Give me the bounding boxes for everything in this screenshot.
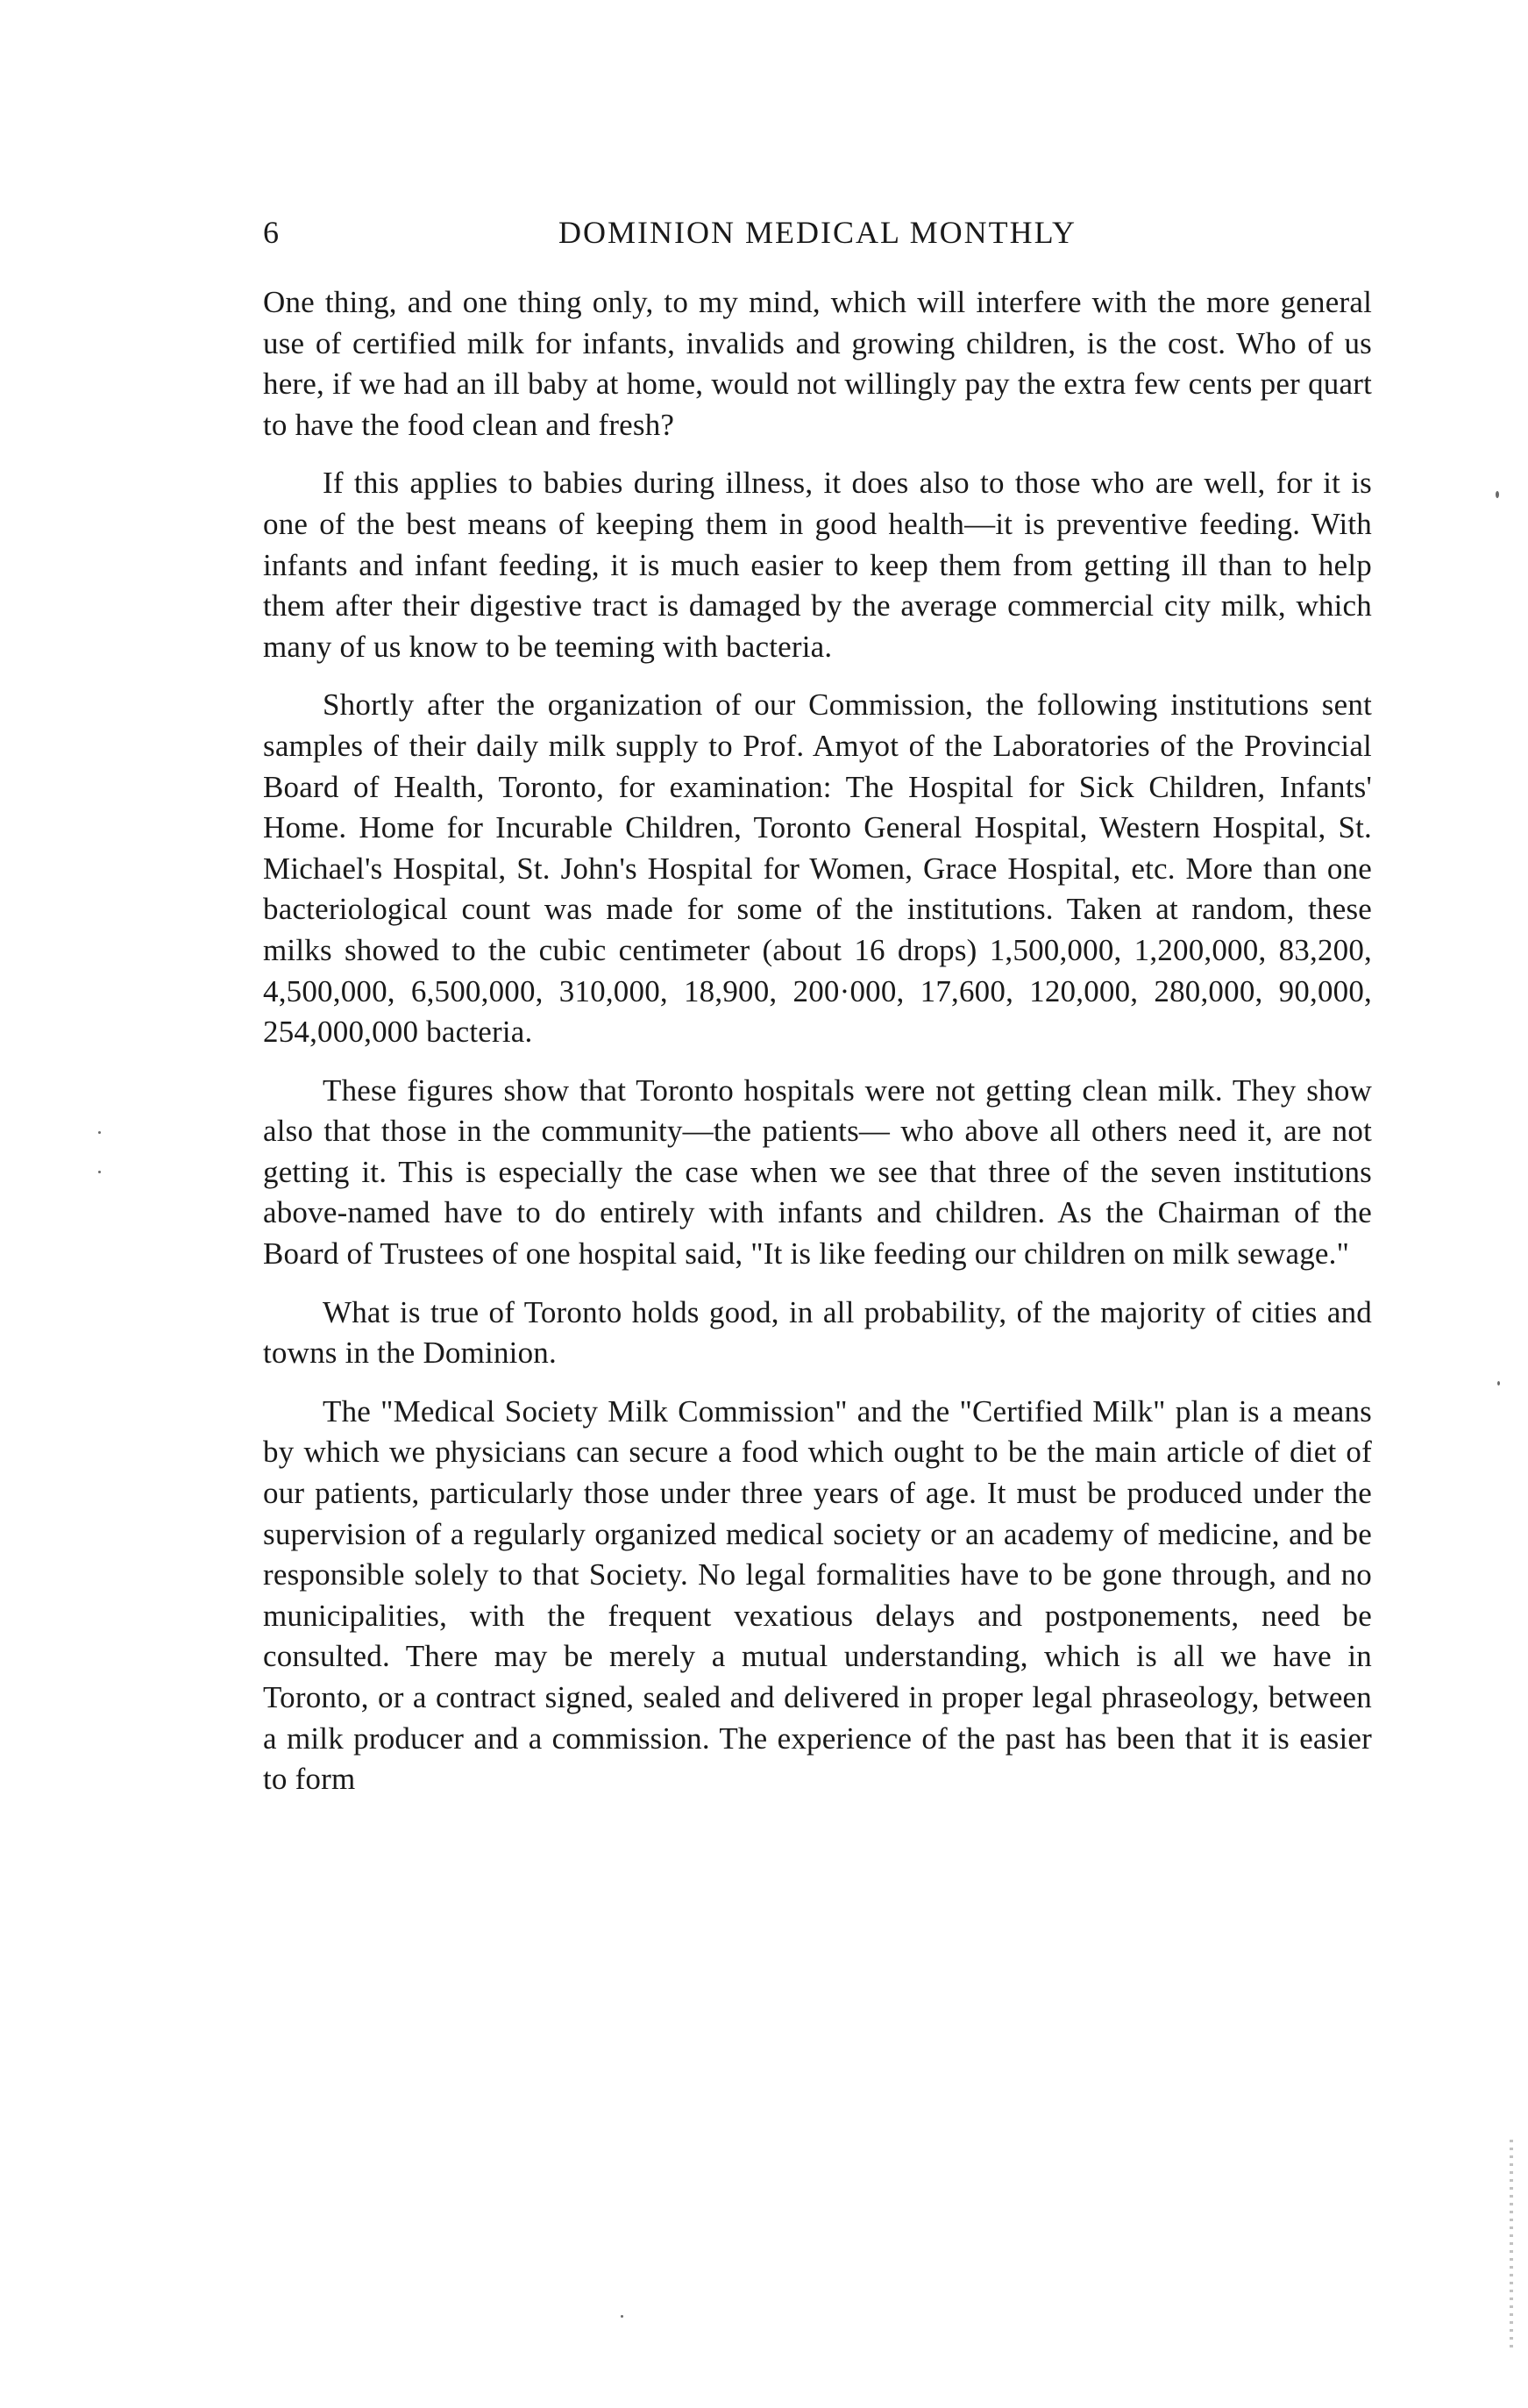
scan-speck (1496, 491, 1499, 498)
scan-edge-noise (1510, 2140, 1513, 2350)
paragraph-preventive-feeding: If this applies to babies during illness, it does also to those who are well, for it is one of the best means of keeping them in good health—it is preventive feeding. With infants and infant feeding, it is much easier to keep them from getting ill than to help them after their digestive tract is damaged by the average commercial city milk, which many of us know to be teeming with bacteria. (263, 466, 1372, 664)
journal-title: DOMINION MEDICAL MONTHLY (558, 215, 1077, 250)
scan-speck (621, 2315, 623, 2318)
page-number: 6 (263, 215, 279, 250)
article-body (263, 282, 1372, 1818)
scan-speck (1497, 1381, 1500, 1386)
scan-speck (98, 1171, 101, 1173)
running-head (263, 210, 1372, 254)
paragraph-commission-plan: The "Medical Society Milk Commission" and the "Certified Milk" plan is a means by which we physicians can secure a food which ought to be the main article of diet of our patients, particularly those under three years of age. It must be produced under the supervision of a regularly organized medical society or an academy of medicine, and be responsible solely to that Society. No legal formalities have to be gone through, and no municipalities, with the frequent vexatious delays and postponements, need be consulted. There may be merely a mutual understanding, which is all we have in Toronto, or a contract signed, sealed and delivered in proper legal phraseology, between a milk producer and a commission. The experience of the past has been that it is easier to form (263, 1393, 1372, 1797)
paragraph-cost: One thing, and one thing only, to my mind, which will interfere with the more general use of certified milk for infants, invalids and growing children, is the cost. Who of us here, if we had an ill baby at home, would not willingly pay the extra few cents per quart to have the food clean and fresh? (263, 285, 1372, 442)
paragraph-hospital-samples: Shortly after the organization of our Commission, the following institutions sent samples of their daily milk supply to Prof. Amyot of the Laboratories of the Provincial Board of Health, Toronto, for examination: The Hospital for Sick Children, Infants' Home. Home for Incurable Children, Toronto General Hospital, Western Hospital, St. Michael's Hospital, St. John's Hospital for Women, Grace Hospital, etc. More than one bacteriological count was made for some of the institutions. Taken at random, these milks showed to the cubic centimeter (about 16 drops) 1,500,000, 1,200,000, 83,200, 4,500,000, 6,500,000, 310,000, 18,900, 200·000, 17,600, 120,000, 280,000, 90,000, 254,000,000 bacteria. (263, 687, 1372, 1050)
paragraph-toronto: What is true of Toronto holds good, in all probability, of the majority of cities and towns in the Dominion. (263, 1294, 1372, 1371)
paragraph-figures: These figures show that Toronto hospitals were not getting clean milk. They show also that those in the community—the patients— who above all others need it, are not getting it. This is especially the case when we see that three of the seven institutions above-named have to do entirely with infants and children. As the Chairman of the Board of Trustees of one hospital said, "It is like feeding our children on milk sewage." (263, 1072, 1372, 1272)
scan-speck (98, 1131, 101, 1134)
